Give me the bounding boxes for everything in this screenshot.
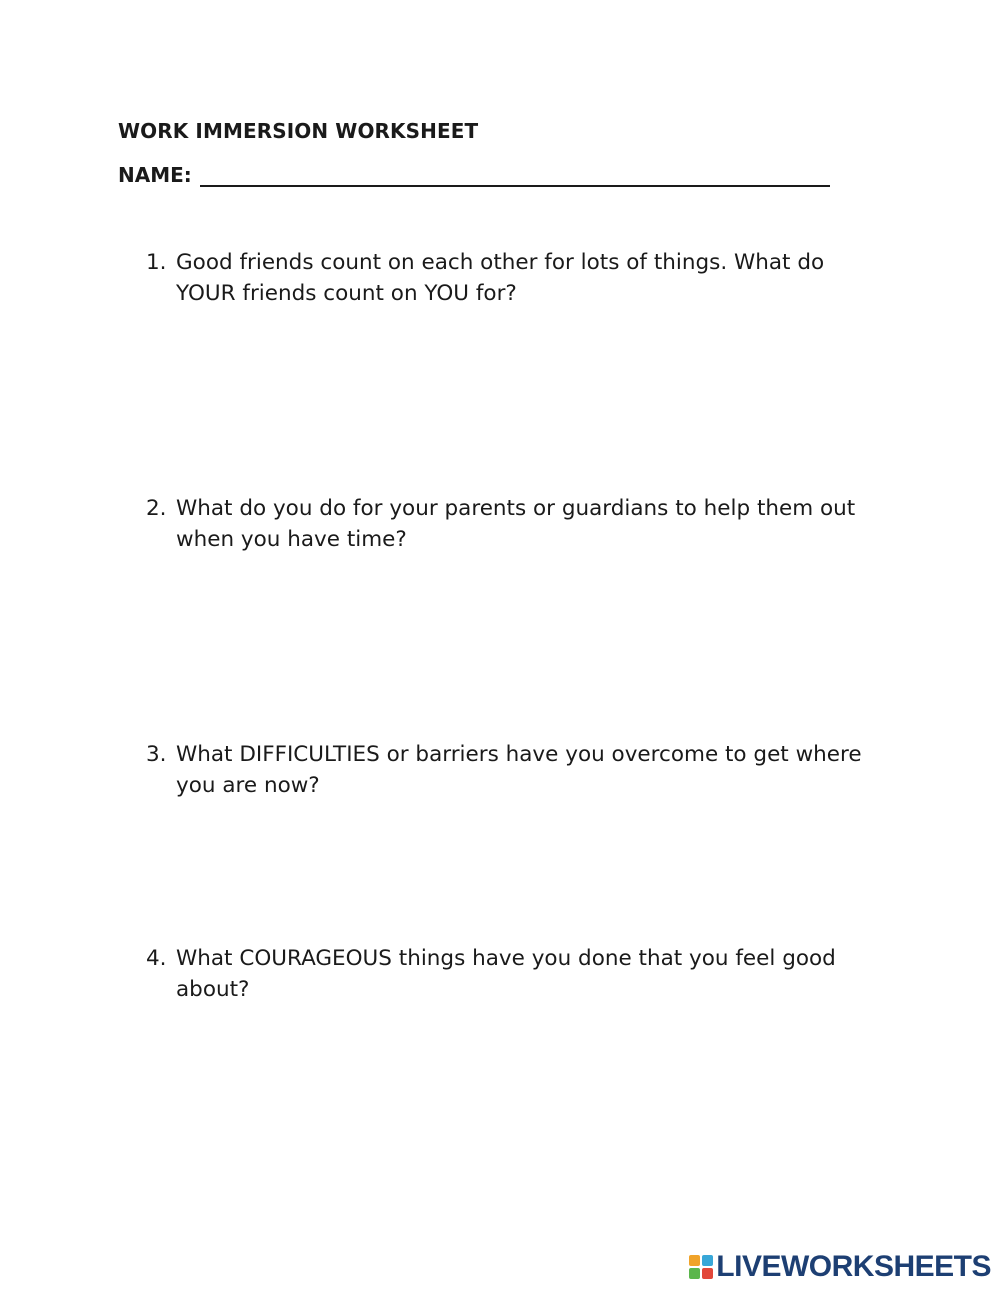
- question-1: [146, 247, 886, 309]
- name-label: NAME:: [118, 163, 192, 187]
- name-answer-line[interactable]: [200, 163, 830, 187]
- question-text: Good friends count on each other for lots of things. What do YOUR friends count on YOU for?: [176, 250, 825, 306]
- name-row: [118, 163, 830, 187]
- question-text: What COURAGEOUS things have you done that you feel good about?: [176, 946, 836, 1002]
- question-4: [146, 943, 886, 1005]
- logo-blocks-icon: [689, 1255, 713, 1279]
- logo-text: LIVEWORKSHEETS: [716, 1250, 991, 1283]
- question-number: 3.: [146, 742, 167, 767]
- question-number: 2.: [146, 496, 167, 521]
- question-text: What DIFFICULTIES or barriers have you overcome to get where you are now?: [176, 742, 862, 798]
- question-2: [146, 493, 886, 555]
- worksheet-title: WORK IMMERSION WORKSHEET: [118, 119, 479, 143]
- question-3: [146, 739, 886, 801]
- question-text: What do you do for your parents or guardians to help them out when you have time?: [176, 496, 856, 552]
- question-number: 1.: [146, 250, 167, 275]
- question-number: 4.: [146, 946, 167, 971]
- liveworksheets-logo: [689, 1252, 991, 1282]
